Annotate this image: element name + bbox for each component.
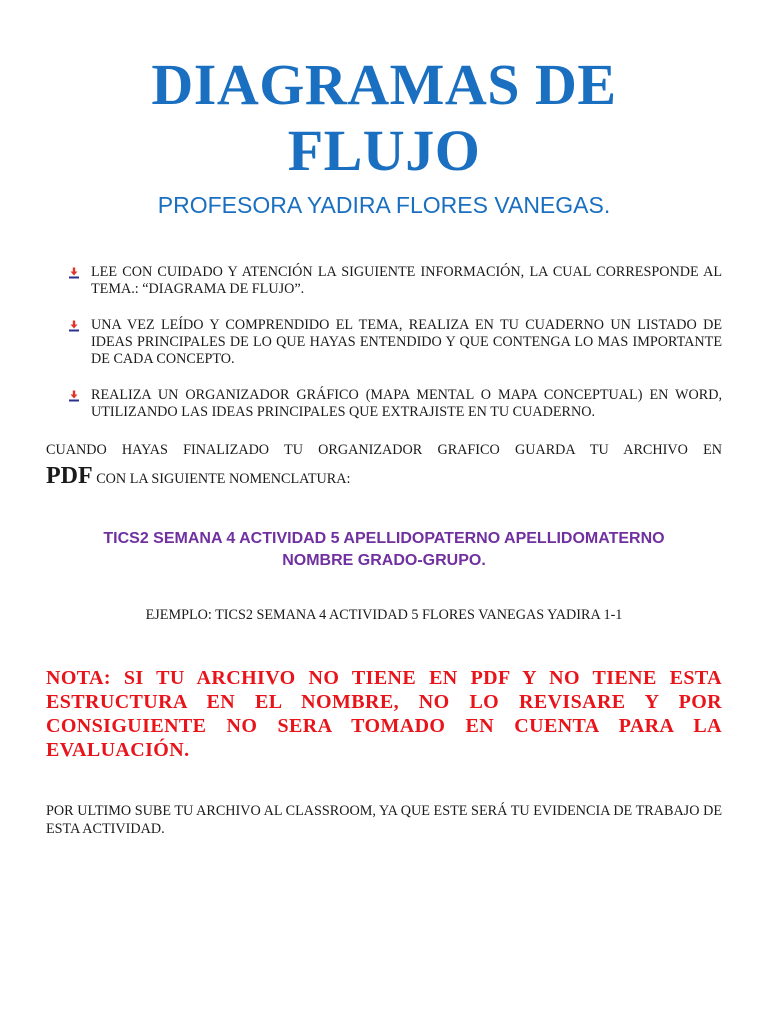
document-title xyxy=(0,52,768,184)
list-item xyxy=(66,387,722,421)
final-instruction: POR ULTIMO SUBE TU ARCHIVO AL CLASSROOM, YA QUE ESTE SERÁ TU EVIDENCIA DE TRABAJO DE ESTA ACTIVIDAD. xyxy=(46,803,722,837)
title-line-2: FLUJO xyxy=(287,118,481,183)
list-item-text: LEE CON CUIDADO Y ATENCIÓN LA SIGUIENTE INFORMACIÓN, LA CUAL CORRESPONDE AL TEMA.: “DIAGRAMA DE FLUJO”. xyxy=(91,264,722,297)
save-instruction-line-2 xyxy=(46,462,722,490)
naming-example: EJEMPLO: TICS2 SEMANA 4 ACTIVIDAD 5 FLORES VANEGAS YADIRA 1-1 xyxy=(145,607,623,623)
list-item-text: UNA VEZ LEÍDO Y COMPRENDIDO EL TEMA, REALIZA EN TU CUADERNO UN LISTADO DE IDEAS PRINCIPALES DE LO QUE HAYAS ENTENDIDO Y QUE CONTENGA LO MAS IMPORTANTE DE CADA CONCEPTO. xyxy=(91,317,722,367)
teacher-name: PROFESORA YADIRA FLORES VANEGAS. xyxy=(157,192,611,218)
save-instruction-rest: CON LA SIGUIENTE NOMENCLATURA: xyxy=(92,471,351,487)
list-item-text: REALIZA UN ORGANIZADOR GRÁFICO (MAPA MENTAL O MAPA CONCEPTUAL) EN WORD, UTILIZANDO LAS IDEAS PRINCIPALES QUE EXTRAJISTE EN TU CUADERNO. xyxy=(91,387,722,420)
instruction-list xyxy=(66,264,722,440)
naming-format xyxy=(46,528,722,572)
arrow-down-bullet-icon xyxy=(68,320,80,332)
list-item xyxy=(66,317,722,368)
list-item xyxy=(66,264,722,298)
warning-note: NOTA: SI TU ARCHIVO NO TIENE EN PDF Y NO TIENE ESTA ESTRUCTURA EN EL NOMBRE, NO LO REVISARE Y POR CONSIGUIENTE NO SERA TOMADO EN CUENTA PARA LA EVALUACIÓN. xyxy=(46,667,722,761)
pdf-label: PDF xyxy=(46,463,93,489)
naming-format-line-2: NOMBRE GRADO-GRUPO. xyxy=(282,552,486,569)
title-line-1: DIAGRAMAS DE xyxy=(151,52,617,117)
naming-format-line-1: TICS2 SEMANA 4 ACTIVIDAD 5 APELLIDOPATERNO APELLIDOMATERNO xyxy=(103,530,665,547)
arrow-down-bullet-icon xyxy=(68,390,80,402)
save-instruction-line-1: CUANDO HAYAS FINALIZADO TU ORGANIZADOR GRAFICO GUARDA TU ARCHIVO EN xyxy=(46,442,722,458)
arrow-down-bullet-icon xyxy=(68,267,80,279)
